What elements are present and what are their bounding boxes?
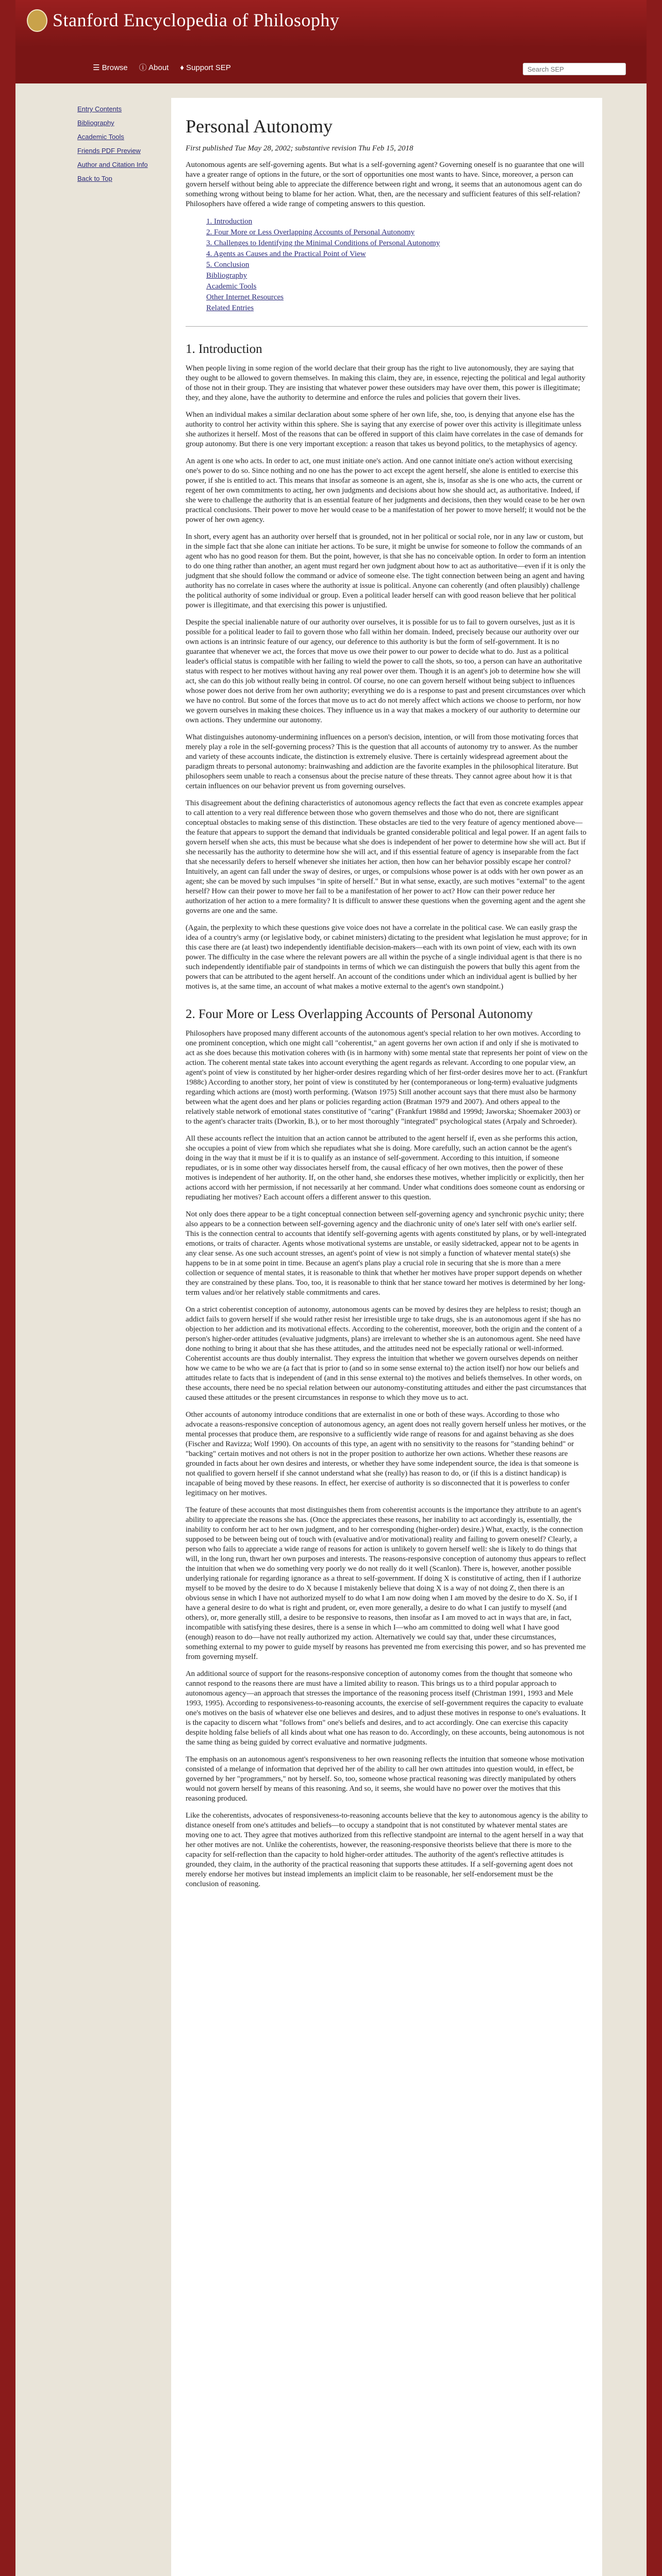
paragraph: The feature of these accounts that most distinguishes them from coherentist accounts is the importance they attribute to an agent's ability to appreciate the reasons she has. (Once the appreciates these reasons, her inability to act accordingly is, essentially, the inability to conform her act to her own judgment, and to her corresponding (higher-order) desire.) What, exactly, is the connection supposed to be between being out of touch with (evaluative and/or motivational) reality and failing to govern oneself? Clearly, a person who fails to appreciate a wide range of reasons for action is unlikely to govern herself well: she is likely to do things that will, in the long run, thwart her own purposes and interests. The reasons-responsive conception of autonomy thus appears to reflect the intuition that when we do something very poorly we do not really do it well (Scanlon). There is, however, another possible underlying rationale for regarding ignorance as a threat to self-government. If doing X is constitutive of acting, then if I authorize myself to be moved by the desire to do X because I mistakenly believe that doing X is a way of not doing Z, then there is an obvious sense in which I have not authorized myself to do what I am now doing when I am moved by the desire to do X. So, if I have a general desire to do what is right and prudent, or, even more generally, a desire to do what I can justify to myself (and others), or, more generally still, a desire to be responsive to reasons, then insofar as I am moved to act in ways that are, in fact, incompatible with satisfying these desires, there is a sense in which I—who am committed to doing well what I have good (enough) reason to do—have not really authorized my action. Alternatively we could say that, under these circumstances, something external to my power to guide myself by reasons has prevented me from exercising this power, and so has prevented me from governing myself. xyxy=(186,1506,586,1661)
toc-item-agents-as-causes[interactable]: 4. Agents as Causes and the Practical Point of View xyxy=(206,250,366,258)
sidebar-item-citation-info[interactable]: Author and Citation Info xyxy=(77,161,148,168)
sidebar-item-entry-contents[interactable]: Entry Contents xyxy=(77,105,122,113)
paragraph: The emphasis on an autonomous agent's responsiveness to her own reasoning reflects the intuition that someone whose motivation consisted of a melange of information that deprived her of the ability to call her own attitudes into question would, in effect, be governed by her "programmers," not by herself. So, too, someone whose practical reasoning was directly manipulated by others would not govern herself by means of this reasoning. And so, it seems, she would have no power over the motives that this reasoning produced. xyxy=(186,1755,585,1803)
nav-browse[interactable]: ☰ Browse xyxy=(93,63,128,72)
sidebar-item-pdf-preview[interactable]: Friends PDF Preview xyxy=(77,147,141,155)
nav-about[interactable]: ⓘ About xyxy=(139,63,169,72)
paragraph: Not only does there appear to be a tight conceptual connection between self-governing agency and synchronic psychic unity; there also appears to be a connection between self-governing agency and the diachronic unity of one's later self with one's earlier self. This is the connection central to accounts that identify self-governing agents with agents constituted by plans, or by well-integrated emotions, or traits of character. Agents whose motivational systems are unstable, or easily sidetracked, appear not to be agents in any clear sense. As one such account stresses, an agent's point of view is not simply a function of whatever mental state(s) she happens to be in at some point in time. Because an agent's plans play a crucial role in securing that she is more than a mere collection or sequence of mental states, it is reasonable to think that whether her motives have proper support depends on whether they are constrained by these plans. Too, too, it is reasonable to think that her stance toward her motives is determined by her long-term values and/or her relatively stable commitments and cares. xyxy=(186,1210,587,1297)
divider xyxy=(186,326,588,327)
paragraph: Despite the special inalienable nature of our authority over ourselves, it is possible for us to fail to govern ourselves, just as it is possible for a political leader to fail to govern those who fall within her domain. Indeed, precisely because our authority over our own actions is an intrinsic feature of our agency, our deference to this authority is but the form of self-government. It is no guarantee that whenever we act, the forces that move us owe their power to our power to decide what to do. Just as a political leader's official status is compatible with her failing to wield the power to call the shots, so too, a person can have an authoritative status with respect to her motives without having any real power over them. Though it is an agent's job to determine how she will act, she can do this job without really being in control. Of course, no one can govern herself without being subject to influences whose power does not derive from her own authority; everything we do is a response to past and present circumstances over which we have no control. But some of the forces that move us to act do not merely affect which actions we choose to perform, nor how we govern ourselves in making these choices. They influence us in a way that makes a mockery of our authority to determine our own actions. They undermine our autonomy. xyxy=(186,618,586,724)
paragraph: Philosophers have proposed many different accounts of the autonomous agent's special relation to her own motives. According to one prominent conception, which one might call "coherentist," an agent governs her own action if and only if she is motivated to act as she does because this motivation coheres with (is in harmony with) some mental state that represents her point of view on the action. The coherent mental state takes into account everything the agent regards as relevant. According to one popular view, an agent's point of view is constituted by her higher-order desires regarding which of her first-order desires move her to act. (Frankfurt 1988c) According to another story, her point of view is constituted by her (contemporaneous or long-term) evaluative judgments regarding which actions are (most) worth performing. (Watson 1975) Still another account says that there must also be harmony between what the agent does and her plans or policies regarding action (Bratman 1979 and 2007). And others appeal to the relatively stable network of emotional states constitutive of "caring" (Frankfurt 1988d and 1999d; Jaworska; Shoemaker 2003) or to the agent's character traits (Dworkin, B.), or to her most thoroughly "integrated" psychological states (Arpaly and Schroeder). xyxy=(186,1029,588,1126)
toc-item-four-accounts[interactable]: 2. Four More or Less Overlapping Accounts of Personal Autonomy xyxy=(206,228,415,236)
paragraph: Other accounts of autonomy introduce conditions that are externalist in one or both of these ways. According to those who advocate a reasons-responsive conception of autonomous agency, an agent does not really govern herself unless her motives, or the mental processes that produce them, are responsive to a sufficiently wide range of reasons for and against behaving as she does (Fischer and Ravizza; Wolf 1990). On accounts of this type, an agent with no sensitivity to the reasons for "standing behind" or "backing" certain motives and not others is not in the proper position to authorize her own actions. Whether these reasons are grounded in facts about her own desires and interests, or whether they have some independent source, the idea is that someone is not qualified to govern herself if she cannot understand what she (really) has reason to do, or (if this is a distinct handicap) is incapable of being moved by these reasons. In effect, her exercise of authority is so disconnected that it is powerless to confer legitimacy on her motives. xyxy=(186,1411,586,1497)
site-title[interactable]: Stanford Encyclopedia of Philosophy xyxy=(53,10,340,30)
nav-support[interactable]: ♦ Support SEP xyxy=(180,63,231,72)
toc-item-introduction[interactable]: 1. Introduction xyxy=(206,217,253,226)
paragraph: When people living in some region of the world declare that their group has the right to live autonomously, they are saying that they ought to be allowed to govern themselves. In making this claim, they are, in essence, rejecting the political and legal authority of those not in their group. They are insisting that whatever power these outsiders may have over them, this power is illegitimate; they, and they alone, have the authority to determine and enforce the rules and policies that govern their lives. xyxy=(186,364,586,402)
paragraph: All these accounts reflect the intuition that an action cannot be attributed to the agent herself if, even as she performs this action, she occupies a point of view from which she repudiates what she is doing. More carefully, such an action cannot be the agent's doing in the way that it must be if it is to qualify as an instance of self-government. According to this intuition, if someone repudiates, or is in some other way dissociates herself from, the causal efficacy of her own motives, then the power of these motives is independent of her authority. If, on the other hand, she endorses these motives, whether implicitly or explicitly, then her actions accord with her permission, if not necessarily at her command. Under what conditions does someone count as endorsing or repudiating her motives? Each account offers a different answer to this question. xyxy=(186,1134,585,1201)
search-input[interactable] xyxy=(523,63,626,75)
main-nav xyxy=(93,61,240,75)
sep-logo[interactable] xyxy=(27,9,47,32)
intro-paragraph: Autonomous agents are self-governing agents. But what is a self-governing agent? Governing oneself is no guarantee that one will have a greater range of options in the future, or the sort of opportunities one most wants to have. Since, moreover, a person can govern herself without being able to appreciate the difference between right and wrong, it seems that an autonomous agent can do something wrong without being to blame for her action. What, then, are the necessary and sufficient features of this self-relation? Philosophers have offered a wide range of competing answers to this question. xyxy=(186,161,584,208)
paragraph: Like the coherentists, advocates of responsiveness-to-reasoning accounts believe that the key to autonomous agency is the ability to distance oneself from one's attitudes and beliefs—to occupy a standpoint that is not constituted by whatever mental states are moving one to act. They agree that motives authorized from this reflective standpoint are internal to the agent herself in a way that her other motives are not. Unlike the coherentists, however, the reasoning-responsive theorists believe that there is more to the capacity for self-reflection than the capacity to hold higher-order attitudes. The authority of the agent's reflective attitudes is grounded, they claim, in the authority of the practical reasoning that supports these attitudes. If a self-governing agent does not merely endorse her motives but instead implements an implicit claim to be reasonable, her self-endorsement must be the conclusion of reasoning. xyxy=(186,1811,588,1888)
paragraph: An agent is one who acts. In order to act, one must initiate one's action. And one cannot initiate one's action without exercising one's power to do so. Since nothing and no one has the power to act except the agent herself, she alone is entitled to exercise this power, if she is entitled to act. This means that insofar as someone is an agent, she is, insofar as she is one who acts, the current or regent of her own commitments to acting, her own judgments and decisions about how she should act, as authoritative. Indeed, if she were to challenge the authority that is an essential feature of her judgments and decisions, then they would cease to be her own practical conclusions. Their power to move her would cease to be a manifestation of her power to move herself; it would not be the power of her own agency. xyxy=(186,457,586,524)
sidebar-item-academic-tools[interactable]: Academic Tools xyxy=(77,133,124,141)
nav-about-label: About xyxy=(148,63,169,72)
toc-item-internet-resources[interactable]: Other Internet Resources xyxy=(206,293,284,301)
sidebar-item-bibliography[interactable]: Bibliography xyxy=(77,119,114,127)
toc-item-challenges[interactable]: 3. Challenges to Identifying the Minimal Conditions of Personal Autonomy xyxy=(206,239,440,247)
paragraph: On a strict coherentist conception of autonomy, autonomous agents can be moved by desires they are helpless to resist; though an addict fails to govern herself if she would rather resist her irresistible urge to take drugs, she is an autonomous agent if she has no objection to her addiction and its motivational effects. According to the coherentist, moreover, both the origin and the content of a person's higher-order attitudes (evaluative judgments, plans) are irrelevant to whether she is an autonomous agent. She need have done nothing to bring it about that she has these attitudes, and the attitudes need not be especially rational or well-informed. Coherentist accounts are thus doubly internalist. They express the intuition that whether we govern ourselves depends on neither how we came to be who we are (a fact that is prior to (and so in some sense external to) the action itself) nor how our beliefs and attitudes relate to facts that is independent of (and in this sense external to) the motives and beliefs themselves. In other words, on these accounts, there need be no special relation between our autonomy-constituting attitudes and either the past circumstances that caused these attitudes or the present circumstances in response to which they move us to act. xyxy=(186,1306,587,1402)
paragraph: In short, every agent has an authority over herself that is grounded, not in her political or social role, nor in any law or custom, but in the simple fact that she alone can initiate her actions. To be sure, it might be unwise for someone to follow the commands of an agent who has no good reason for them. But the point, however, is that she has no conceivable option. In order to form an intention to do one thing rather than another, an agent must regard her own judgment about how to act as authoritative—even if it is only the judgment that she should follow the command or advice of someone else. The tight connection between being an agent and having authority has no correlate in cases where the authority at issue is political. Anyone can coherently (and often plausibly) challenge the political authority of some individual or group. Even a political leader herself can with good reason believe that her political power is illegitimate, and that exercising this power is unjustified. xyxy=(186,533,586,609)
article xyxy=(171,98,602,2576)
toc-item-conclusion[interactable]: 5. Conclusion xyxy=(206,261,250,269)
section-heading: 2. Four More or Less Overlapping Accounts of Personal Autonomy xyxy=(186,1007,533,1021)
nav-browse-label: Browse xyxy=(102,63,128,72)
publication-info: First published Tue May 28, 2002; substantive revision Thu Feb 15, 2018 xyxy=(186,144,413,152)
section-heading: 1. Introduction xyxy=(186,342,262,356)
table-of-contents xyxy=(206,216,588,314)
paragraph: When an individual makes a similar declaration about some sphere of her own life, she, too, is denying that anyone else has the authority to control her activity within this sphere. She is saying that any exercise of power over this activity is illegitimate unless she authorizes it herself. Most of the reasons that can be offered in support of this claim have correlates in the case of demands for group autonomy. But there is one very important exception: a reason that takes us beyond politics, to the metaphysics of agency. xyxy=(186,411,583,448)
toc-item-academic-tools[interactable]: Academic Tools xyxy=(206,282,257,291)
paragraph: An additional source of support for the reasons-responsive conception of autonomy comes from the thought that someone who cannot respond to the reasons there are must have a limited ability to reason. This brings us to a third popular approach to autonomous agency—an approach that stresses the importance of the reasoning process itself (Christman 1991, 1993 and Mele 1993, 1995). According to responsiveness-to-reasoning accounts, the exercise of self-government requires the capacity to evaluate one's motives on the basis of whatever else one believes and desires, and to adjust these motives in response to one's evaluations. It is the capacity to discern what "follows from" one's beliefs and desires, and to act accordingly. One can exercise this capacity despite holding false beliefs of all kinds about what one has reason to do. Accordingly, on these accounts, being autonomous is not the same thing as being guided by correct evaluative and normative judgments. xyxy=(186,1670,586,1747)
toc-item-related-entries[interactable]: Related Entries xyxy=(206,304,254,312)
sidebar-item-back-to-top[interactable]: Back to Top xyxy=(77,175,112,182)
site-header xyxy=(15,0,647,47)
page xyxy=(15,0,647,2576)
nav-support-label: Support SEP xyxy=(186,63,231,72)
page-title: Personal Autonomy xyxy=(186,116,333,137)
paragraph: This disagreement about the defining characteristics of autonomous agency reflects the fact that even as concrete examples appear to call attention to a very real difference between those who govern themselves and those who do not, there are significant conceptual obstacles to making sense of this distinction. These obstacles are tied to the very feature of agency mentioned above—the feature that appears to support the demand that individuals be granted considerable political and legal power. If an agent fails to govern herself when she acts, this must be because what she does is independent of her power to determine how she will act. But if she necessarily has the authority to determine how she will act, and if this essential feature of agency is inseparable from the fact that she necessarily defers to herself whenever she initiates her action, then how can her behavior possibly escape her control? Intuitively, an agent can fall under the sway of desires, or urges, or compulsions whose power is at odds with her own power as an agent; she can be moved by such impulses "in spite of herself." But in what sense, exactly, are such motives "external" to the agent herself? How can their power to move her fail to be a manifestation of her power to act? How can their power reduce her authorization of her action to a mere formality? It is difficult to answer these questions when the governing agent and the agent she governs are one and the same. xyxy=(186,799,587,915)
sidebar xyxy=(75,103,161,182)
toc-item-bibliography[interactable]: Bibliography xyxy=(206,272,247,280)
paragraph: What distinguishes autonomy-undermining influences on a person's decision, intention, or will from those motivating forces that merely play a role in the self-governing process? This is the question that all accounts of autonomy try to answer. As the number and variety of these accounts indicate, the distinction is extremely elusive. There is certainly widespread agreement about the paradigm threats to personal autonomy: brainwashing and addiction are the favorite examples in the philosophical literature. But philosophers seem unable to reach a consensus about the precise nature of these threats. They cannot agree about how it is that certain influences on our behavior prevent us from governing ourselves. xyxy=(186,733,578,790)
paragraph: (Again, the perplexity to which these questions give voice does not have a correlate in the political case. We can easily grasp the idea of a country's army (or legislative body, or cabinet ministers) dictating to the president what legislation he must approve; for in this case there are (at least) two independently identifiable decision-makers—each with its own point of view, each with its own power. The difficulty in the case where the relevant powers are all within the psyche of a single individual agent is that there is no such independently identifiable pair of standpoints in terms of which we can distinguish the powers that bully this agent from the powers that can be attributed to the agent herself. An account of the conditions under which an individual agent is bullied by her motives is, at the same time, an account of what makes a motive external to the agent's own standpoint.) xyxy=(186,924,588,991)
